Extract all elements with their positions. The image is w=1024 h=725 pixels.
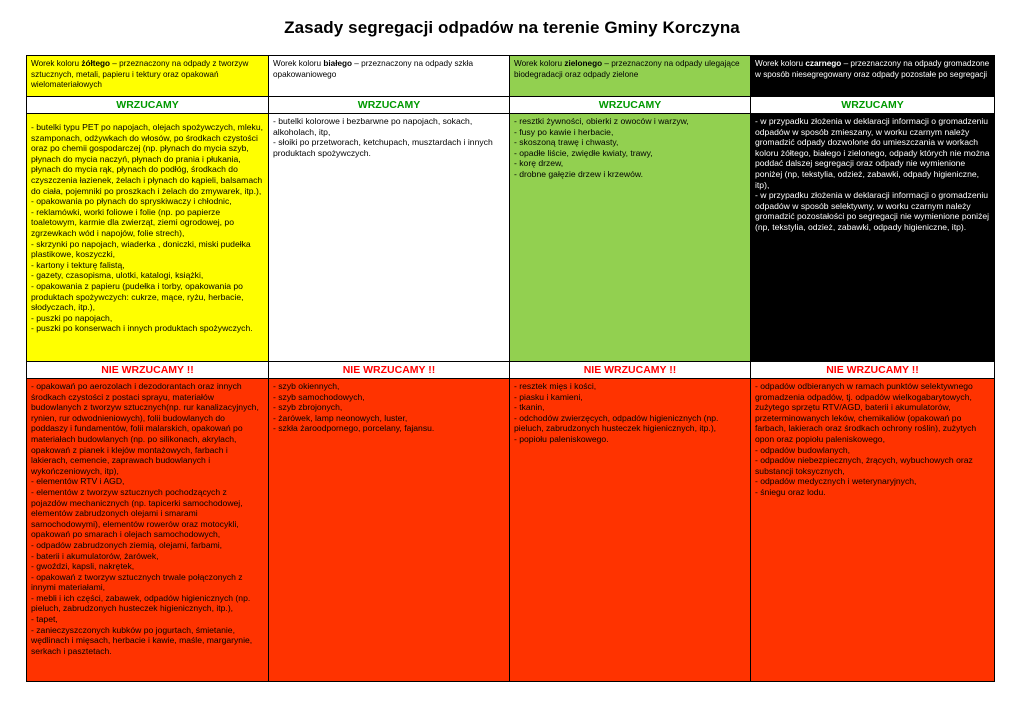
list-item: - odpadów niebezpiecznych, żrących, wybuchowych oraz substancji toksycznych, — [755, 455, 973, 476]
reject-label-white: NIE WRZUCAMY !! — [269, 362, 510, 379]
reject-list-black — [751, 379, 995, 682]
bag-desc-prefix: Worek koloru — [514, 59, 565, 68]
list-item: - szyb zbrojonych, — [273, 402, 343, 413]
bag-color-word: zielonego — [564, 59, 603, 68]
bag-color-word: żółtego — [81, 59, 111, 68]
list-item: - elementów RTV i AGD, — [31, 476, 125, 487]
bag-header-row — [27, 56, 995, 97]
list-item: - odpadów budowlanych, — [755, 444, 851, 455]
list-item: - popiołu paleniskowego. — [514, 433, 609, 444]
reject-label-yellow: NIE WRZUCAMY !! — [27, 362, 269, 379]
list-item: - śniegu oraz lodu. — [755, 486, 826, 497]
list-item: - butelki kolorowe i bezbarwne po napojach, sokach, alkoholach, itp, — [273, 116, 473, 137]
segregation-table — [26, 55, 995, 682]
accept-label-green: WRZUCAMY — [510, 97, 751, 114]
reject-label-row — [27, 362, 995, 379]
list-item: - żarówek, lamp neonowych, luster, — [273, 412, 408, 423]
bag-black-header — [751, 56, 995, 97]
list-item: - baterii i akumulatorów, żarówek, — [31, 550, 159, 561]
list-item: - tapet, — [31, 614, 58, 625]
list-item: - zanieczyszczonych kubków po jogurtach, śmietanie, wędlinach i mięsach, herbacie i kawie, maśle, margarynie, serkach i pasztetach. — [31, 624, 253, 656]
reject-list-yellow — [27, 379, 269, 682]
list-item: - piasku i kamieni, — [514, 391, 583, 402]
accept-label-yellow: WRZUCAMY — [27, 97, 269, 114]
accept-label-row — [27, 97, 995, 114]
list-item: - opakowania po płynach do spryskiwaczy i chłodnic, — [31, 196, 232, 207]
accept-label-white: WRZUCAMY — [269, 97, 510, 114]
list-item: - odchodów zwierzęcych, odpadów higienicznych (np. pieluch, zabrudzonych husteczek higienicznych, itp.), — [514, 412, 719, 434]
page-title: Zasady segregacji odpadów na terenie Gminy Korczyna — [284, 18, 740, 37]
accept-content-row — [27, 114, 995, 362]
list-item: - gwoździ, kapsli, nakrętek, — [31, 561, 135, 572]
list-item: - odpadów medycznych i weterynaryjnych, — [755, 476, 917, 487]
reject-label-green: NIE WRZUCAMY !! — [510, 362, 751, 379]
bag-desc-text: – przeznaczony na odpady z tworzyw sztucznych, metali, papieru i tektury oraz opakowań wielomateriałowych — [31, 59, 249, 90]
bag-desc-text: – przeznaczony na odpady szkła opakowaniowego — [273, 59, 474, 79]
list-item: - odpadów zabrudzonych ziemią, olejami, farbami, — [31, 539, 223, 550]
list-item: - kartony i tekturę falistą, — [31, 259, 125, 270]
bag-yellow-header — [27, 56, 269, 97]
list-item: - skrzynki po napojach, wiaderka , doniczki, miski pudełka plastikowe, koszyczki, — [31, 238, 251, 260]
bag-color-word: białego — [323, 59, 353, 68]
reject-content-row — [27, 379, 995, 682]
list-item: - szkła żaroodpornego, porcelany, fajansu. — [273, 423, 435, 434]
reject-list-green — [510, 379, 751, 682]
list-item: - tkanin, — [514, 402, 545, 413]
list-item: - w przypadku złożenia w deklaracji informacji o gromadzeniu odpadów w sposób zmieszany, w worku czarnym należy gromadzić odpady dozwolone do umieszczania w workach koloru żółtego, białego i zielonego, odpady których nie można poddać dalszej segregacji oraz odpady nie wymienione poniżej (np, tekstylia, odzież, zabawki, odpady higieniczne, itp), — [755, 116, 990, 190]
list-item: - puszki po konserwach i innych produktach spożywczych. — [31, 323, 253, 334]
reject-list-white — [269, 379, 510, 682]
accept-list-white — [269, 114, 510, 362]
list-item: - opakowania z papieru (pudełka i torby, opakowania po produktach spożywczych: cukrze, mące, ryżu, herbacie, słodyczach, itp.), — [31, 280, 244, 313]
list-item: - słoiki po przetworach, ketchupach, musztardach i innych produktach spożywczych. — [273, 137, 493, 158]
list-item: - korę drzew, — [514, 158, 564, 169]
bag-desc-prefix: Worek koloru — [273, 59, 324, 68]
reject-label-black: NIE WRZUCAMY !! — [751, 362, 995, 379]
accept-list-yellow — [27, 114, 269, 362]
accept-label-black: WRZUCAMY — [751, 97, 995, 114]
bag-desc-prefix: Worek koloru — [755, 59, 806, 68]
bag-white-header — [269, 56, 510, 97]
list-item: - reklamówki, worki foliowe i folie (np. po papierze toaletowym, karmie dla zwierząt, ziemi ogrodowej, po zgrzewkach wód i napojów, folie strech), — [31, 206, 234, 238]
accept-list-black — [751, 114, 995, 362]
list-item: - odpadów odbieranych w ramach punktów selektywnego gromadzenia odpadów, tj. odpadów wielkogabarytowych, zużytego sprzętu RTV/AGD, baterii i akumulatorów, przeterminowanych leków, chemikaliów (opakowań po farbach, lakierach oraz środkach ochrony roślin), zużytych opon oraz popiołu paleniskowego, — [755, 381, 977, 444]
list-item: - opakowań po aerozolach i dezodorantach oraz innych środkach czystości z postaci sprayu, materiałów budowlanych z tworzyw sztucznych(np. rur kanalizacyjnych, rynien, rur odwodnieniowych), folii budowlanych do poddaszy i fundamentów, folii malarskich, opakowań po materiałach budowlanych (np. po silikonach, akrylach, opakowań z pianek i klejów montażowych, farbach i lakierach, cemencie, zaprawach budowlanych i wykończeniowych, itp), — [31, 381, 259, 476]
bag-desc-text: – przeznaczony na odpady gromadzone w sposób niesegregowany oraz odpady pozostałe po segregacji — [755, 59, 990, 79]
list-item: - skoszoną trawę i chwasty, — [514, 137, 619, 148]
list-item: - mebli i ich części, zabawek, odpadów higienicznych (np. pieluch, zabrudzonych husteczek higienicznych, itp.), — [31, 592, 251, 614]
bag-desc-prefix: Worek koloru — [31, 59, 82, 68]
list-item: - elementów z tworzyw sztucznych pochodzących z pojazdów mechanicznych (np. tapicerki samochodowej, elementów zabrudzonych olejami i smarami samochodowymi), elementów rowerów oraz motocykli, opakowań po smarach i olejach samochodowych, — [31, 486, 243, 540]
list-item: - resztki żywności, obierki z owoców i warzyw, — [514, 116, 689, 126]
bag-green-header — [510, 56, 751, 97]
list-item: - opadłe liście, zwiędłe kwiaty, trawy, — [514, 147, 653, 158]
list-item: - fusy po kawie i herbacie, — [514, 126, 614, 137]
accept-list-green — [510, 114, 751, 362]
list-item: - szyb okiennych, — [273, 381, 340, 391]
list-item: - butelki typu PET po napojach, olejach spożywczych, mleku, szamponach, odżywkach do włosów, po środkach czystości oraz po chemii gospodarczej (np. płynach do mycia szyb, płynach do mycia naczyń, płynach do prania i płukania, płynach do mycia rąk, płynach do podłóg, środkach do czyszczenia łazienek, żelach i płynach do kąpieli, balsamach do ciała, pojemniki po proszkach i żelach do zmywarek, itp.), — [31, 122, 263, 196]
list-item: - szyb samochodowych, — [273, 391, 365, 402]
bag-color-word: czarnego — [805, 59, 842, 68]
list-item: - w przypadku złożenia w deklaracji informacji o gromadzeniu odpadów w sposób selektywny, w worku czarnym należy gromadzić pozostałości po segregacji nie wymienione poniżej (np, tekstylia, odzież, zabawki, odpady higieniczne, itp). — [755, 190, 990, 232]
bag-desc-text: – przeznaczony na odpady ulegające biodegradacji oraz odpady zielone — [514, 59, 740, 79]
list-item: - drobne gałęzie drzew i krzewów. — [514, 168, 643, 179]
list-item: - resztek mięs i kości, — [514, 381, 597, 391]
list-item: - opakowań z tworzyw sztucznych trwale połączonych z innymi materiałami, — [31, 571, 243, 593]
list-item: - puszki po napojach, — [31, 312, 113, 323]
list-item: - gazety, czasopisma, ulotki, katalogi, książki, — [31, 270, 204, 281]
